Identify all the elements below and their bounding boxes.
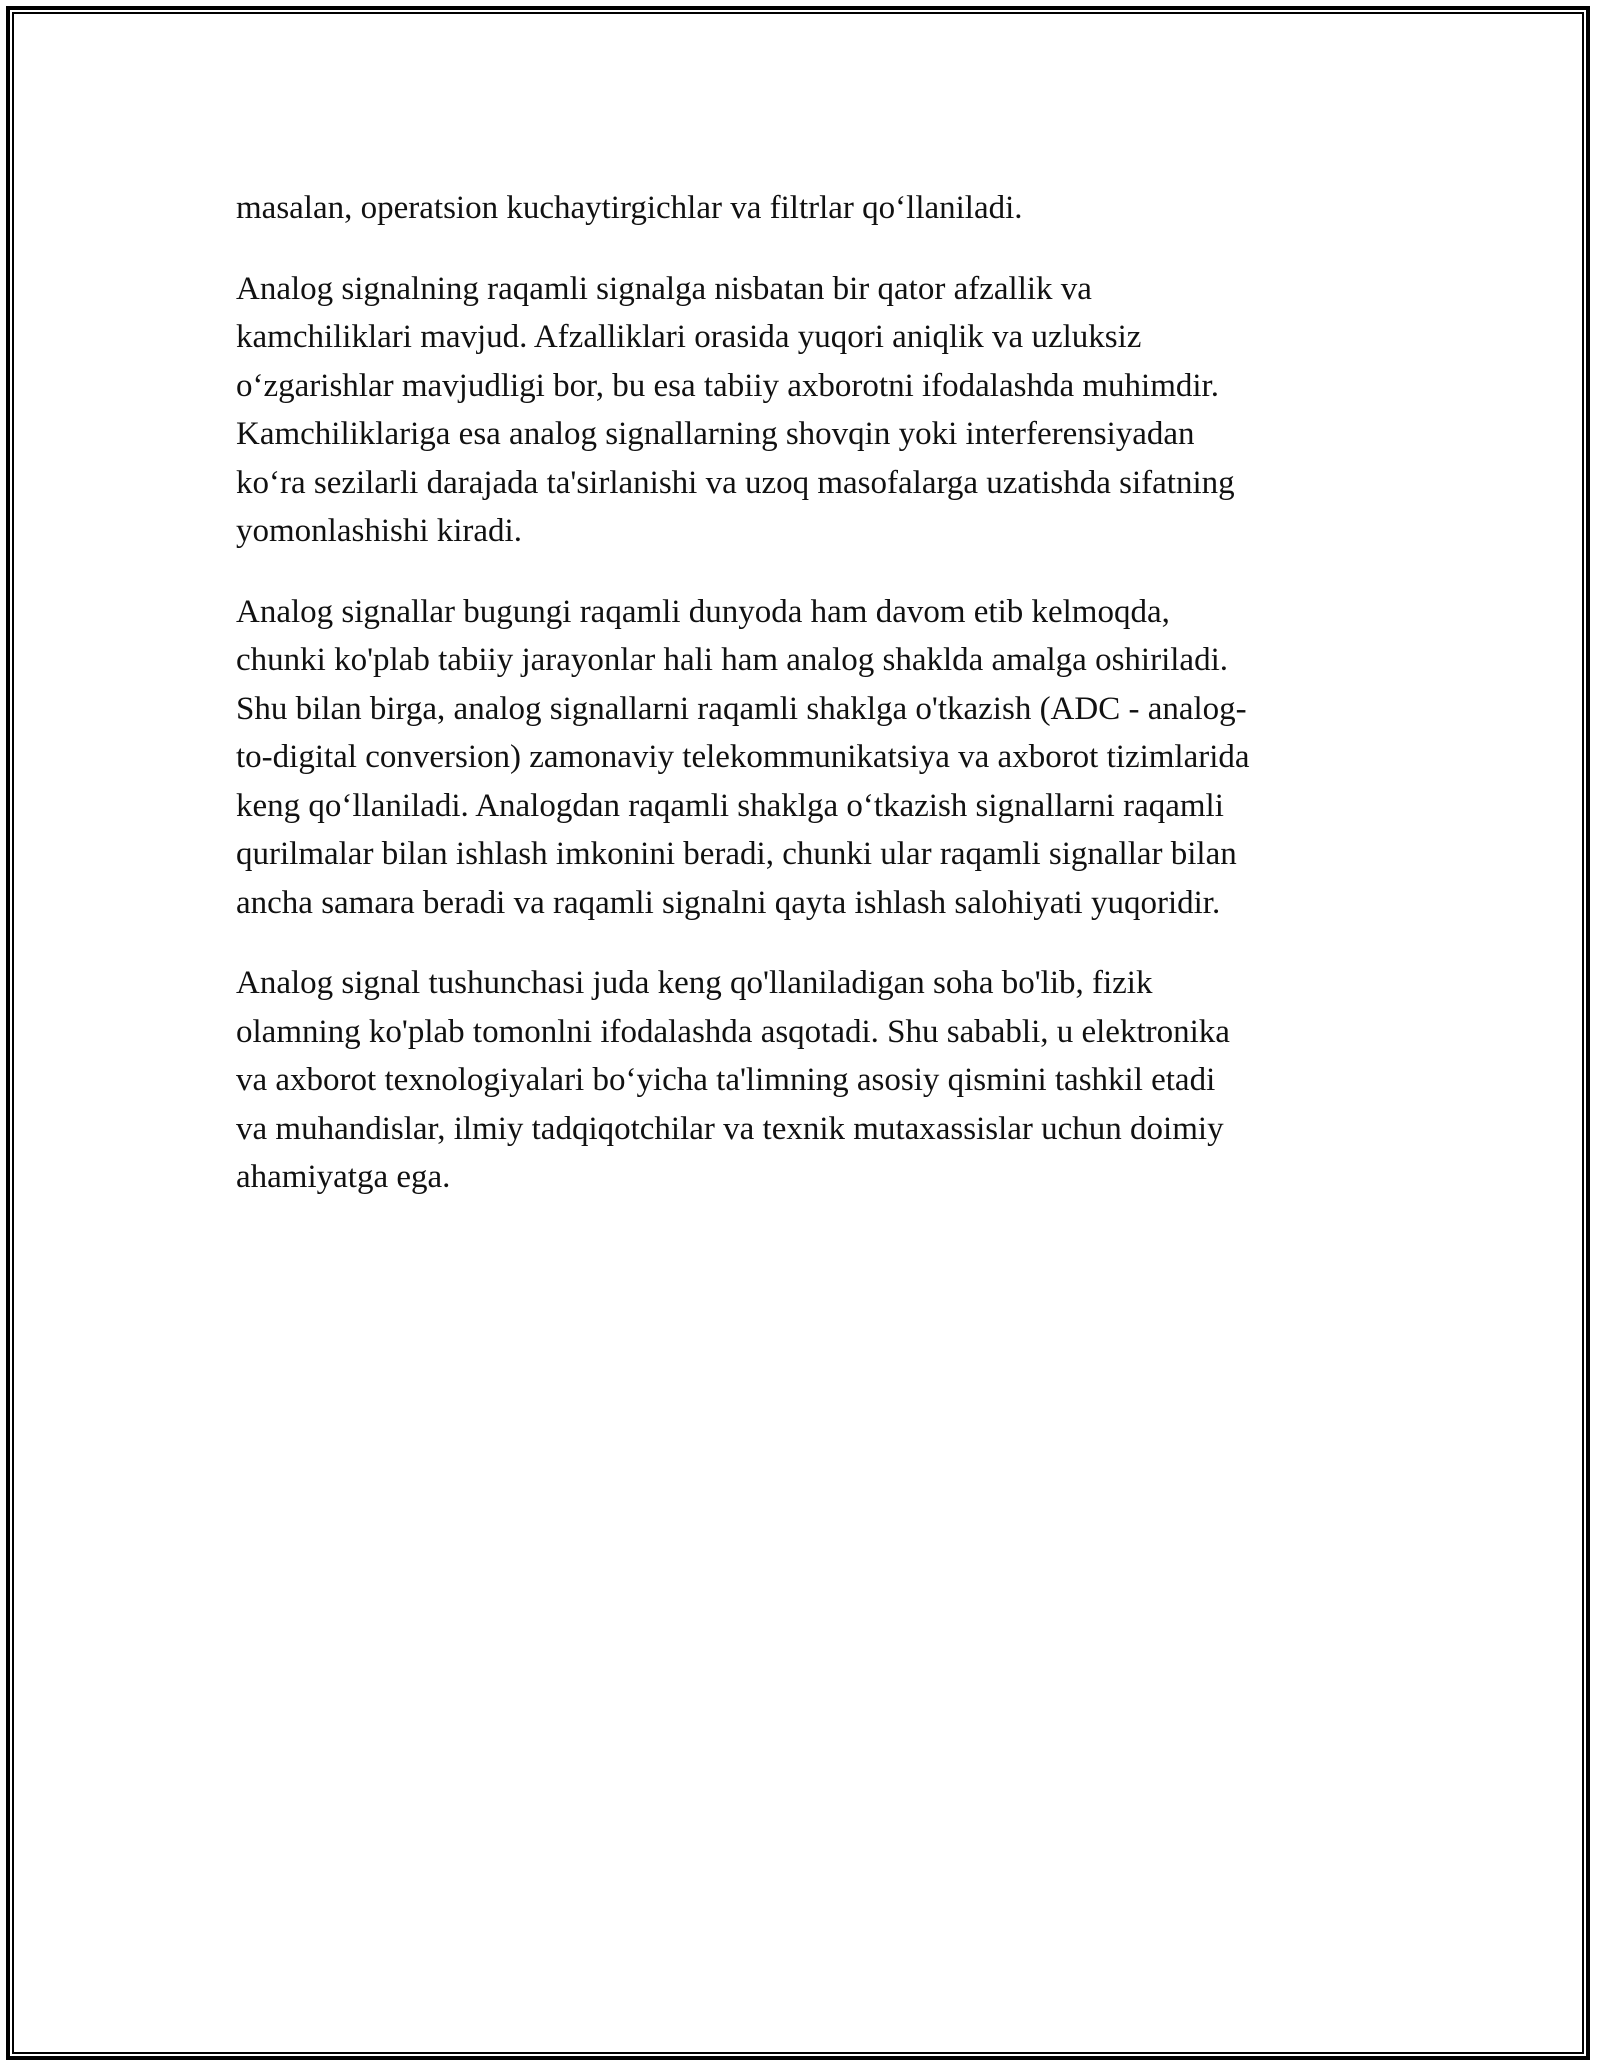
paragraph-3: Analog signallar bugungi raqamli dunyoda ham davom etib kelmoqda, chunki ko'plab tabiiy jarayonlar hali ham analog shaklda amalga oshiriladi. Shu bilan birga, analog signallarni raqamli shaklga o'tkazish (ADC - analog- to-digital conversion) zamonaviy telekommunikatsiya va axborot tizimlarida keng qo‘llaniladi. Analogdan raqamli shaklga o‘tkazish signallarni raqamli qurilmalar bilan ishlash imkonini beradi, chunki ular raqamli signallar bilan ancha samara beradi va raqamli signalni qayta ishlash salohiyati yuqoridir. — [236, 593, 1250, 921]
paragraph-1: masalan, operatsion kuchaytirgichlar va filtrlar qo‘llaniladi. — [236, 190, 1023, 226]
document-body — [236, 184, 1364, 1202]
paragraph-2: Analog signalning raqamli signalga nisbatan bir qator afzallik va kamchiliklari mavjud. Afzalliklari orasida yuqori aniqlik va uzluksiz o‘zgarishlar mavjudligi bor, bu esa tabiiy axborotni ifodalashda muhimdir. Kamchiliklariga esa analog signallarning shovqin yoki interferensiyadan ko‘ra sezilarli darajada ta'sirlanishi va uzoq masofalarga uzatishda sifatning yomonlashishi kiradi. — [236, 270, 1235, 549]
paragraph-4: Analog signal tushunchasi juda keng qo'llaniladigan soha bo'lib, fizik olamning ko'plab tomonlni ifodalashda asqotadi. Shu sababli, u elektronika va axborot texnologiyalari bo‘yicha ta'limning asosiy qismini tashkil etadi va muhandislar, ilmiy tadqiqotchilar va texnik mutaxassislar uchun doimiy ahamiyatga ega. — [236, 965, 1230, 1195]
